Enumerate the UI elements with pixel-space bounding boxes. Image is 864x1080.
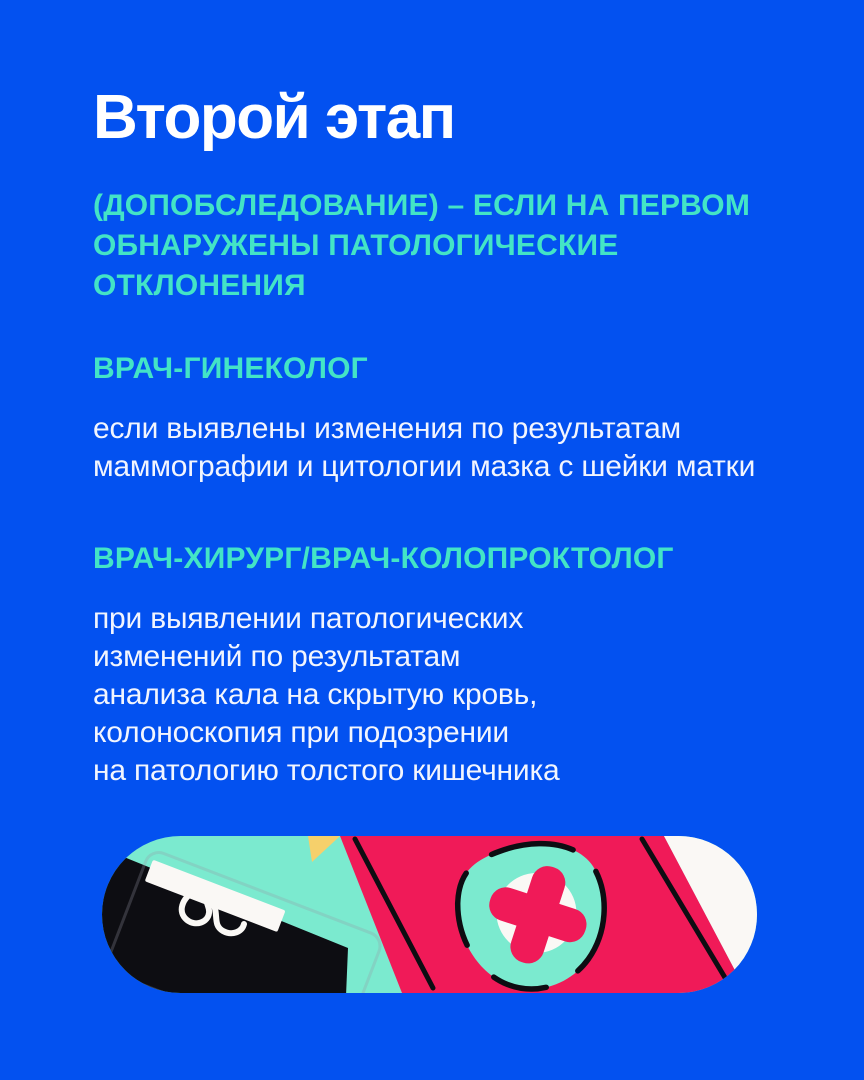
subtitle xyxy=(93,186,814,306)
section-gynecologist xyxy=(93,351,814,486)
subtitle-line: ОТКЛОНЕНИЯ xyxy=(93,268,306,302)
section-heading: ВРАЧ-ХИРУРГ/ВРАЧ-КОЛОПРОКТОЛОГ xyxy=(93,541,674,575)
body-line: изменений по результатам xyxy=(93,639,461,673)
body-line: на патологию толстого кишечника xyxy=(93,753,560,787)
section-body xyxy=(93,410,814,486)
subtitle-line: ОБНАРУЖЕНЫ ПАТОЛОГИЧЕСКИЕ xyxy=(93,228,619,262)
poster-content xyxy=(93,85,814,790)
page-title: Второй этап xyxy=(93,83,455,152)
body-line: анализа кала на скрытую кровь, xyxy=(93,677,538,711)
pill-banner xyxy=(102,836,757,993)
body-line: если выявлены изменения по результатам xyxy=(93,411,681,445)
section-surgeon-coloproctologist xyxy=(93,541,814,790)
section-body xyxy=(93,600,814,790)
body-line: колоноскопия при подозрении xyxy=(93,715,509,749)
body-line: при выявлении патологических xyxy=(93,601,524,635)
body-line: маммографии и цитологии мазка с шейки матки xyxy=(93,449,756,483)
subtitle-line: (ДОПОБСЛЕДОВАНИЕ) – ЕСЛИ НА ПЕРВОМ xyxy=(93,188,751,222)
medical-collage-illustration xyxy=(102,836,757,993)
section-heading: ВРАЧ-ГИНЕКОЛОГ xyxy=(93,351,368,385)
